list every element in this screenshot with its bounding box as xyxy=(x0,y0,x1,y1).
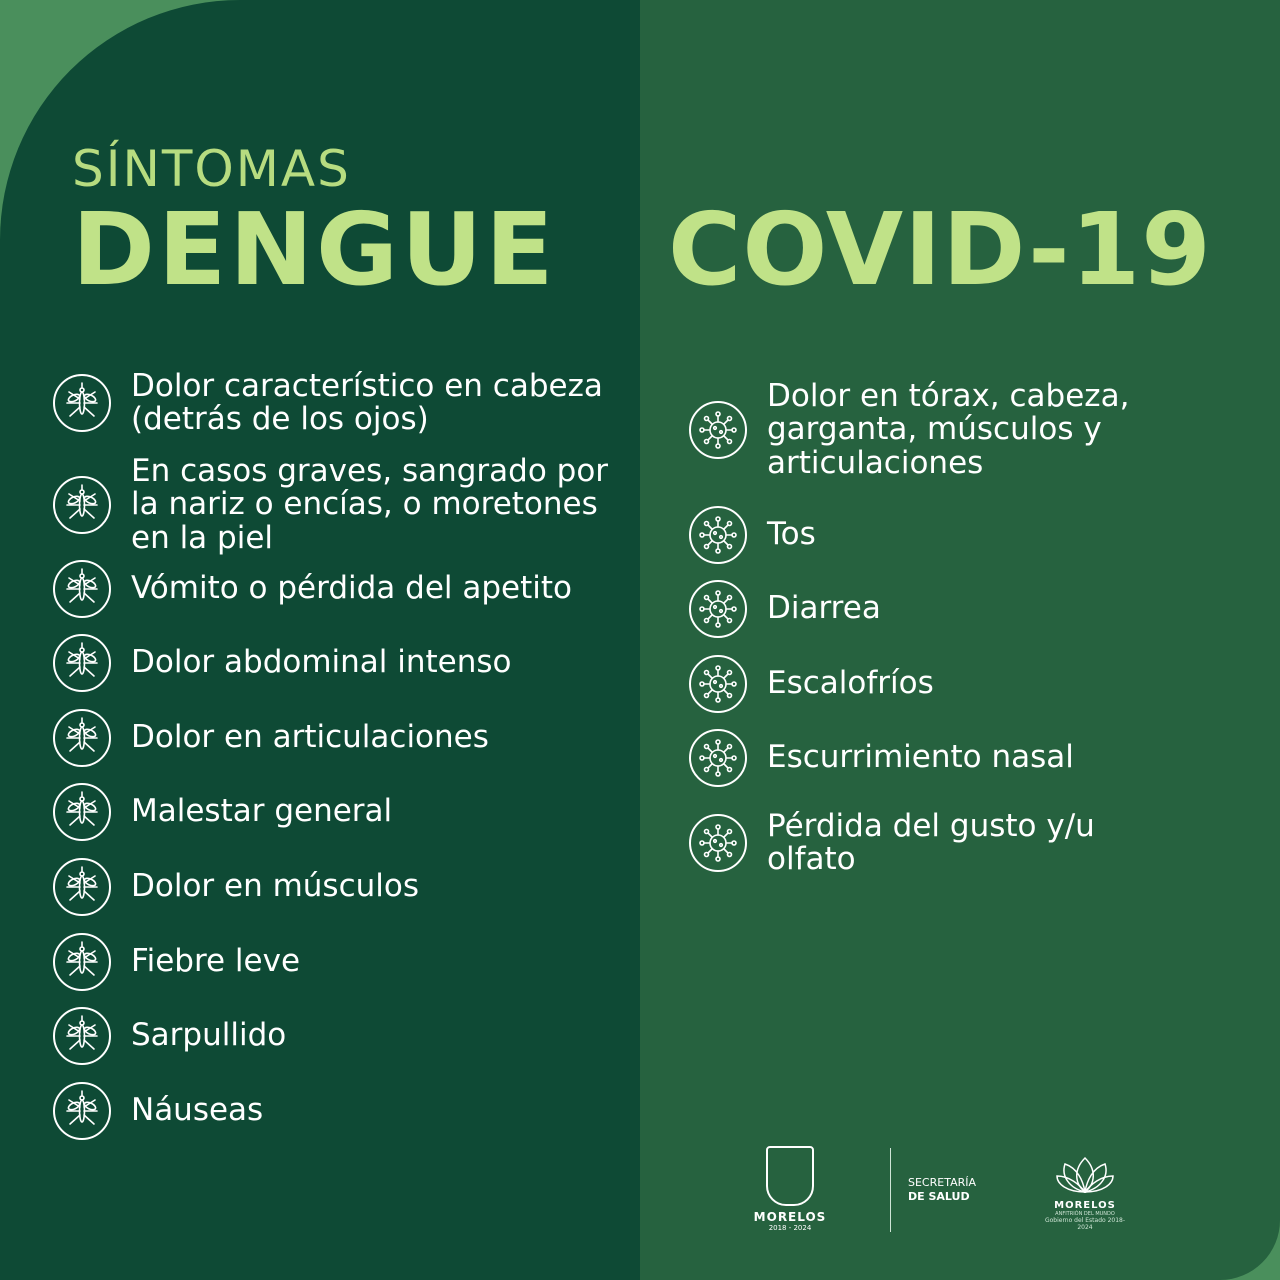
anfitrion-title: MORELOS xyxy=(1054,1200,1116,1211)
covid-item xyxy=(689,580,1249,638)
dengue-item xyxy=(53,1007,643,1065)
covid-item xyxy=(689,655,1249,713)
virus-icon xyxy=(689,580,747,638)
mosquito-icon xyxy=(53,858,111,916)
dengue-item-label: Dolor abdominal intenso xyxy=(131,644,512,681)
secretaria-salud-logo xyxy=(908,1176,976,1205)
mosquito-icon xyxy=(53,476,111,534)
anfitrion-gob: Gobierno del Estado 2018-2024 xyxy=(1044,1217,1126,1231)
covid-item-label: Pérdida del gusto y/u olfato xyxy=(767,808,1095,878)
dengue-item-label: Fiebre leve xyxy=(131,943,301,980)
morelos-logo-years: 2018 - 2024 xyxy=(768,1224,812,1232)
covid-item-label: Escurrimiento nasal xyxy=(767,739,1074,776)
dengue-item-label: Malestar general xyxy=(131,793,393,830)
anfitrion-sub: ANFITRIÓN DEL MUNDO xyxy=(1055,1211,1115,1217)
dengue-item-label: Dolor en músculos xyxy=(131,868,420,905)
covid-item xyxy=(689,729,1249,787)
dengue-item xyxy=(53,933,643,991)
secretaria-line1: SECRETARÍA xyxy=(908,1176,977,1189)
dengue-item xyxy=(53,1082,643,1140)
dengue-item xyxy=(53,783,643,841)
dengue-item-label: Sarpullido xyxy=(131,1017,287,1054)
mosquito-icon xyxy=(53,374,111,432)
morelos-anfitrion-logo xyxy=(1040,1144,1130,1231)
symptoms-title: SÍNTOMAS xyxy=(72,140,351,198)
dengue-item xyxy=(53,858,643,916)
dengue-item-label: En casos graves, sangrado por la nariz o encías, o moretones en la piel xyxy=(131,453,609,556)
covid-item-label: Tos xyxy=(767,516,816,553)
flower-icon xyxy=(1055,1144,1115,1196)
morelos-logo xyxy=(750,1146,830,1232)
logo-divider xyxy=(890,1148,891,1232)
dengue-item-label: Vómito o pérdida del apetito xyxy=(131,570,572,607)
covid-item-label: Diarrea xyxy=(767,590,881,627)
mosquito-icon xyxy=(53,1082,111,1140)
dengue-heading: DENGUE xyxy=(72,191,557,308)
footer-logos xyxy=(740,1140,1140,1240)
dengue-item xyxy=(53,634,643,692)
covid-item xyxy=(689,810,1249,877)
covid-item xyxy=(689,380,1249,480)
mosquito-icon xyxy=(53,1007,111,1065)
virus-icon xyxy=(689,506,747,564)
dengue-item-label: Dolor característico en cabeza (detrás de los ojos) xyxy=(131,368,603,438)
virus-icon xyxy=(689,814,747,872)
mosquito-icon xyxy=(53,933,111,991)
dengue-item xyxy=(53,560,643,618)
mosquito-icon xyxy=(53,560,111,618)
covid-item xyxy=(689,506,1249,564)
virus-icon xyxy=(689,655,747,713)
mosquito-icon xyxy=(53,634,111,692)
dengue-item-label: Náuseas xyxy=(131,1092,264,1129)
covid-heading: COVID-19 xyxy=(668,191,1212,308)
morelos-logo-text: MORELOS xyxy=(753,1210,827,1224)
shield-icon xyxy=(766,1146,814,1206)
dengue-item xyxy=(53,455,643,555)
dengue-item xyxy=(53,370,643,437)
secretaria-line2: DE SALUD xyxy=(908,1190,970,1204)
mosquito-icon xyxy=(53,709,111,767)
covid-item-label: Escalofríos xyxy=(767,665,934,702)
dengue-item-label: Dolor en articulaciones xyxy=(131,719,489,756)
mosquito-icon xyxy=(53,783,111,841)
covid-item-label: Dolor en tórax, cabeza, garganta, músculos y articulaciones xyxy=(767,378,1130,481)
dengue-item xyxy=(53,709,643,767)
virus-icon xyxy=(689,401,747,459)
virus-icon xyxy=(689,729,747,787)
